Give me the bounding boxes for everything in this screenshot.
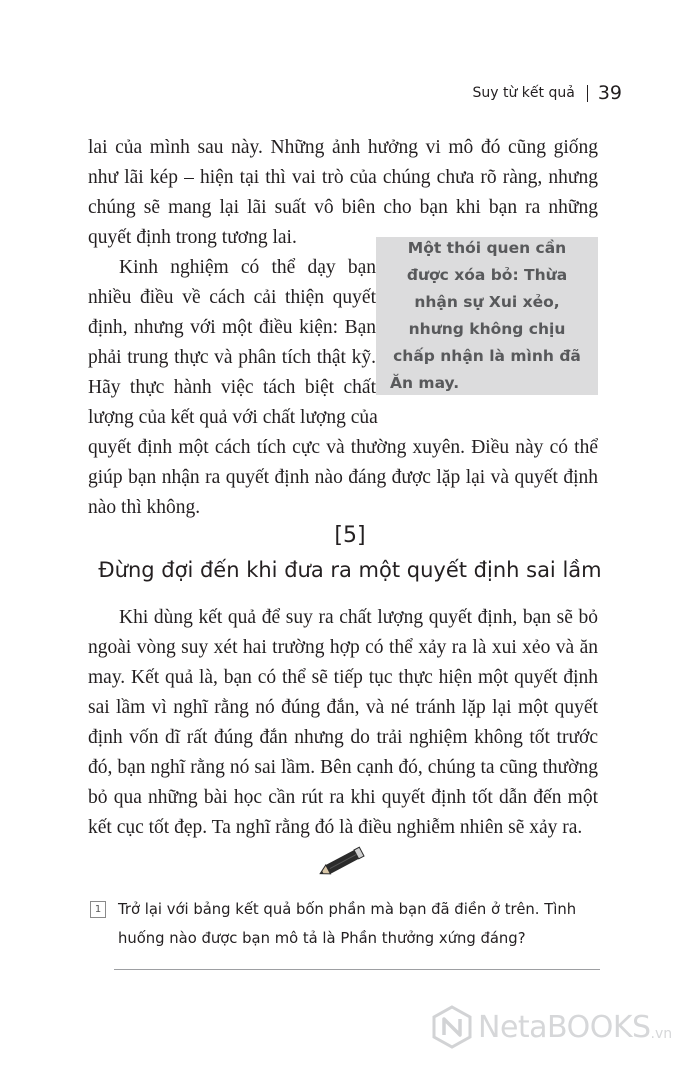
section-number: [5]: [334, 523, 366, 548]
paragraph-experience: [88, 239, 598, 523]
pull-quote: [376, 237, 598, 395]
paragraph-outcome-text: Khi dùng kết quả để suy ra chất lượng quyết định, bạn sẽ bỏ ngoài vòng suy xét hai trường hợp có thể xảy ra là xui xẻo và ăn may. Kết quả là, bạn có thể sẽ tiếp tục thực hiện một quyết định sai lầm vì nghĩ rằng nó đúng đắn, và né tránh lặp lại một quyết định vốn dĩ rất đúng đắn nhưng do trải nghiệm không tốt trước đó, bạn nghĩ rằng nó sai lầm. Bên cạnh đó, chúng ta cũng thường bỏ qua những bài học cần rút ra khi quyết định tốt dẫn đến một kết cục tốt đẹp. Ta nghĩ rằng đó là điều nghiễm nhiên sẽ xảy ra.: [88, 607, 598, 838]
paragraph-experience-continued: quyết định một cách tích cực và thường xuyên. Điều này có thể giúp bạn nhận ra quyết định nào đáng được lặp lại và quyết định nào thì không.: [88, 437, 598, 518]
exercise-number-box: 1: [90, 901, 106, 918]
watermark: [430, 1005, 672, 1049]
watermark-brand: NetaBOOKS: [478, 1009, 651, 1045]
netabooks-logo-icon: [430, 1005, 474, 1049]
running-head: [473, 82, 623, 104]
paragraph-experience-wrapped: Kinh nghiệm có thể dạy bạn nhiều điều về cách cải thiện quyết định, nhưng với một điều kiện: Bạn phải trung thực và phân tích thật kỹ. Hãy thực hành việc tách biệt chất lượng của kết quả với chất lượng của: [88, 257, 378, 428]
section-title: Đừng đợi đến khi đưa ra một quyết định sai lầm: [98, 558, 602, 582]
exercise-item: [90, 895, 610, 953]
paragraph-continued: lai của mình sau này. Những ảnh hưởng vi mô đó cũng giống như lãi kép – hiện tại thì vai trò của chúng chưa rõ ràng, nhưng chúng sẽ mang lại lãi suất vô biên cho bạn khi bạn ra những quyết định trong tương lai.: [88, 137, 598, 248]
exercise-text: Trở lại với bảng kết quả bốn phần mà bạn đã điền ở trên. Tình huống nào được bạn mô tả là Phần thưởng xứng đáng?: [118, 901, 577, 947]
answer-line: [114, 969, 600, 970]
paragraph-outcome: [88, 603, 598, 843]
pencil-icon: [314, 843, 374, 879]
page-number: 39: [597, 82, 622, 104]
pull-quote-text: Một thói quen cần được xóa bỏ: Thừa nhận sự Xui xẻo, nhưng không chịu chấp nhận là mình đã Ăn may.: [390, 239, 581, 392]
watermark-suffix: .vn: [650, 1026, 673, 1042]
running-title: Suy từ kết quả: [472, 85, 575, 101]
header-divider: [587, 85, 588, 102]
